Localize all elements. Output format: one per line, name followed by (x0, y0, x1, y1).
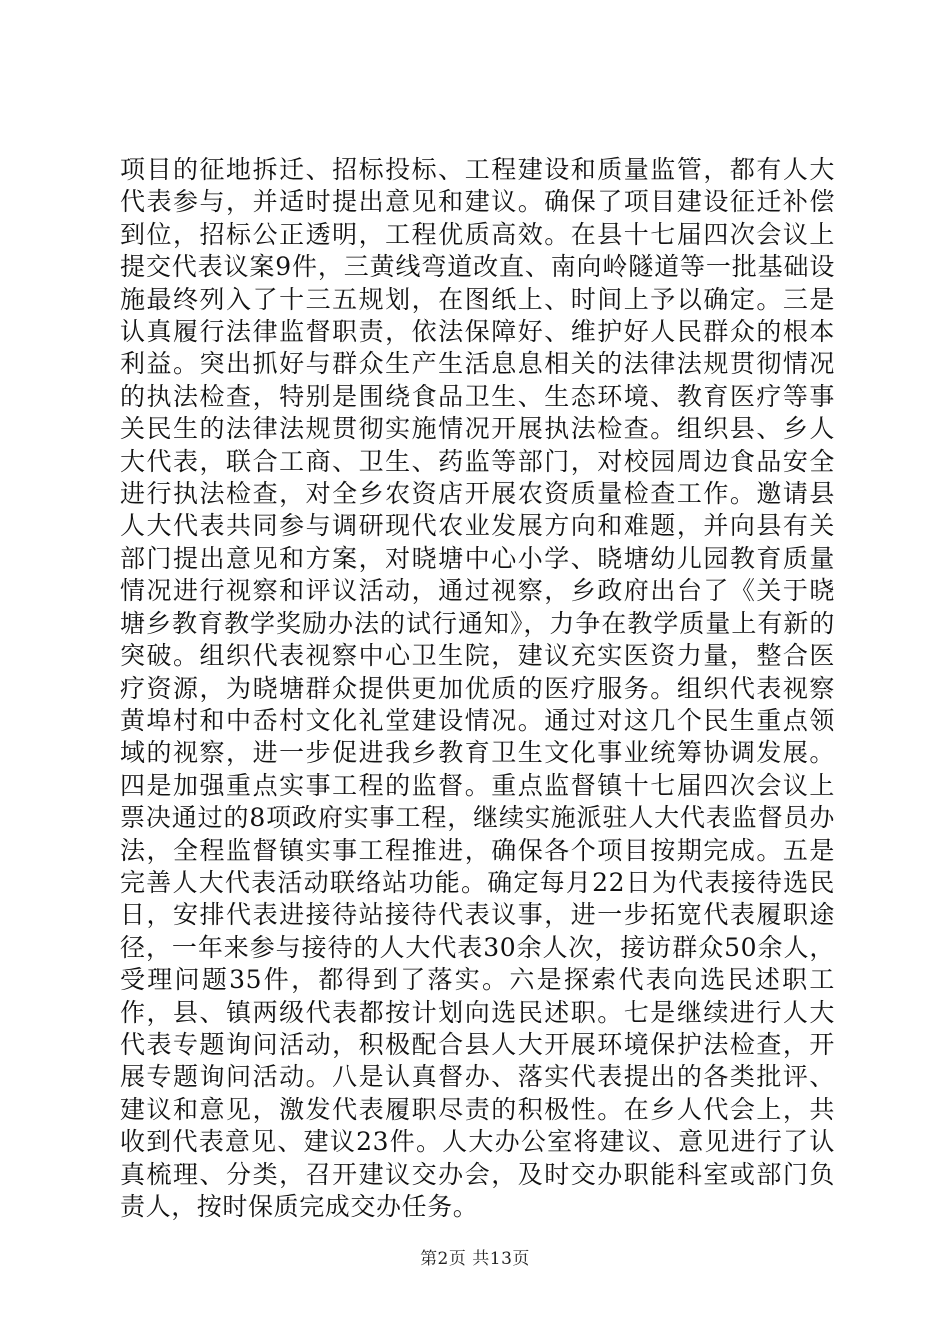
page-number-footer: 第2页 共13页 (420, 1249, 530, 1269)
body-paragraph: 项目的征地拆迁、招标投标、工程建设和质量监管，都有人大代表参与，并适时提出意见和建议。确保了项目建设征迁补偿到位，招标公正透明，工程优质高效。在县十七届四次会议上提交代表议案9件，三黄线弯道改直、南向岭隧道等一批基础设施最终列入了十三五规划，在图纸上、时间上予以确定。三是认真履行法律监督职责，依法保障好、维护好人民群众的根本利益。突出抓好与群众生产生活息息相关的法律法规贯彻情况的执法检查，特别是围绕食品卫生、生态环境、教育医疗等事关民生的法律法规贯彻实施情况开展执法检查。组织县、乡人大代表，联合工商、卫生、药监等部门，对校园周边食品安全进行执法检查，对全乡农资店开展农资质量检查工作。邀请县人大代表共同参与调研现代农业发展方向和难题，并向县有关部门提出意见和方案，对晓塘中心小学、晓塘幼儿园教育质量情况进行视察和评议活动，通过视察，乡政府出台了《关于晓塘乡教育教学奖励办法的试行通知》，力争在教学质量上有新的突破。组织代表视察中心卫生院，建议充实医资力量，整合医疗资源，为晓塘群众提供更加优质的医疗服务。组织代表视察黄埠村和中岙村文化礼堂建设情况。通过对这几个民生重点领域的视察，进一步促进我乡教育卫生文化事业统筹协调发展。四是加强重点实事工程的监督。重点监督镇十七届四次会议上票决通过的8项政府实事工程，继续实施派驻人大代表监督员办法，全程监督镇实事工程推进，确保各个项目按期完成。五是完善人大代表活动联络站功能。确定每月22日为代表接待选民日，安排代表进接待站接待代表议事，进一步拓宽代表履职途径，一年来参与接待的人大代表30余人次，接访群众50余人，受理问题35件，都得到了落实。六是探索代表向选民述职工作，县、镇两级代表都按计划向选民述职。七是继续进行人大代表专题询问活动，积极配合县人大开展环境保护法检查，开展专题询问活动。八是认真督办、落实代表提出的各类批评、建议和意见，激发代表履职尽责的积极性。在乡人代会上，共收到代表意见、建议23件。人大办公室将建议、意见进行了认真梳理、分类，召开建议交办会，及时交办职能科室或部门负责人，按时保质完成交办任务。 (120, 155, 835, 1221)
